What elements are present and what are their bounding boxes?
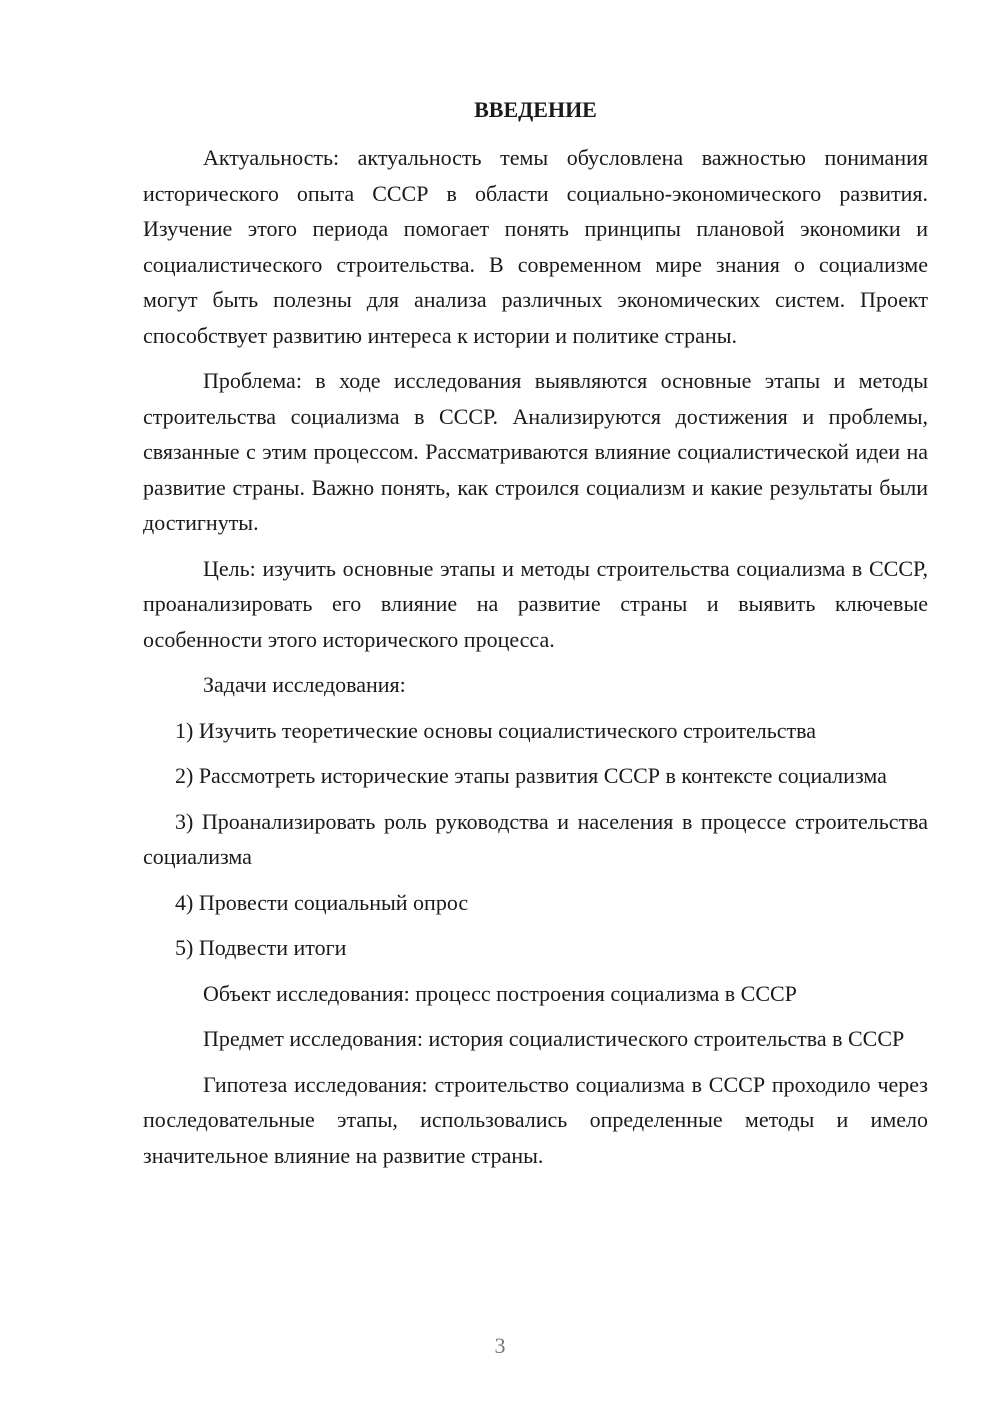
tasks-heading: Задачи исследования: bbox=[203, 672, 406, 697]
task-item: 4) Провести социальный опрос bbox=[175, 889, 469, 915]
section-title: ВВЕДЕНИЕ bbox=[474, 97, 597, 122]
research-hypothesis: Гипотеза исследования: строительство социализма в СССР проходило через последовательные этапы, использовались определенные методы и имело значительное влияние на развитие страны. bbox=[143, 1071, 928, 1168]
page-number: 3 bbox=[494, 1333, 506, 1358]
relevance-paragraph: Актуальность: актуальность темы обусловлена важностью понимания исторического опыта СССР в области социально-экономического развития. Изучение этого периода помогает понять принципы плановой экономики и социалистического строительства. В современном мире знания о социализме могут быть полезны для анализа различных экономических систем. Проект способствует развитию интереса к истории и политике страны. bbox=[143, 145, 928, 348]
tasks-list bbox=[143, 713, 928, 966]
task-item: 2) Рассмотреть исторические этапы развития СССР в контексте социализма bbox=[175, 763, 887, 788]
document-page bbox=[143, 92, 928, 1183]
research-object: Объект исследования: процесс построения социализма в СССР bbox=[203, 980, 797, 1006]
task-item: 3) Проанализировать роль руководства и населения в процессе строительства социализма bbox=[143, 808, 928, 869]
task-item: 5) Подвести итоги bbox=[175, 935, 347, 960]
research-subject: Предмет исследования: история социалистического строительства в СССР bbox=[203, 1026, 905, 1051]
goal-paragraph: Цель: изучить основные этапы и методы строительства социализма в СССР, проанализировать его влияние на развитие страны и выявить ключевые особенности этого исторического процесса. bbox=[143, 555, 928, 652]
task-item: 1) Изучить теоретические основы социалистического строительства bbox=[175, 717, 816, 743]
problem-paragraph: Проблема: в ходе исследования выявляются основные этапы и методы строительства социализма в СССР. Анализируются достижения и проблемы, связанные с этим процессом. Рассматриваются влияние социалистической идеи на развитие страны. Важно понять, как строился социализм и какие результаты были достигнуты. bbox=[143, 368, 928, 535]
